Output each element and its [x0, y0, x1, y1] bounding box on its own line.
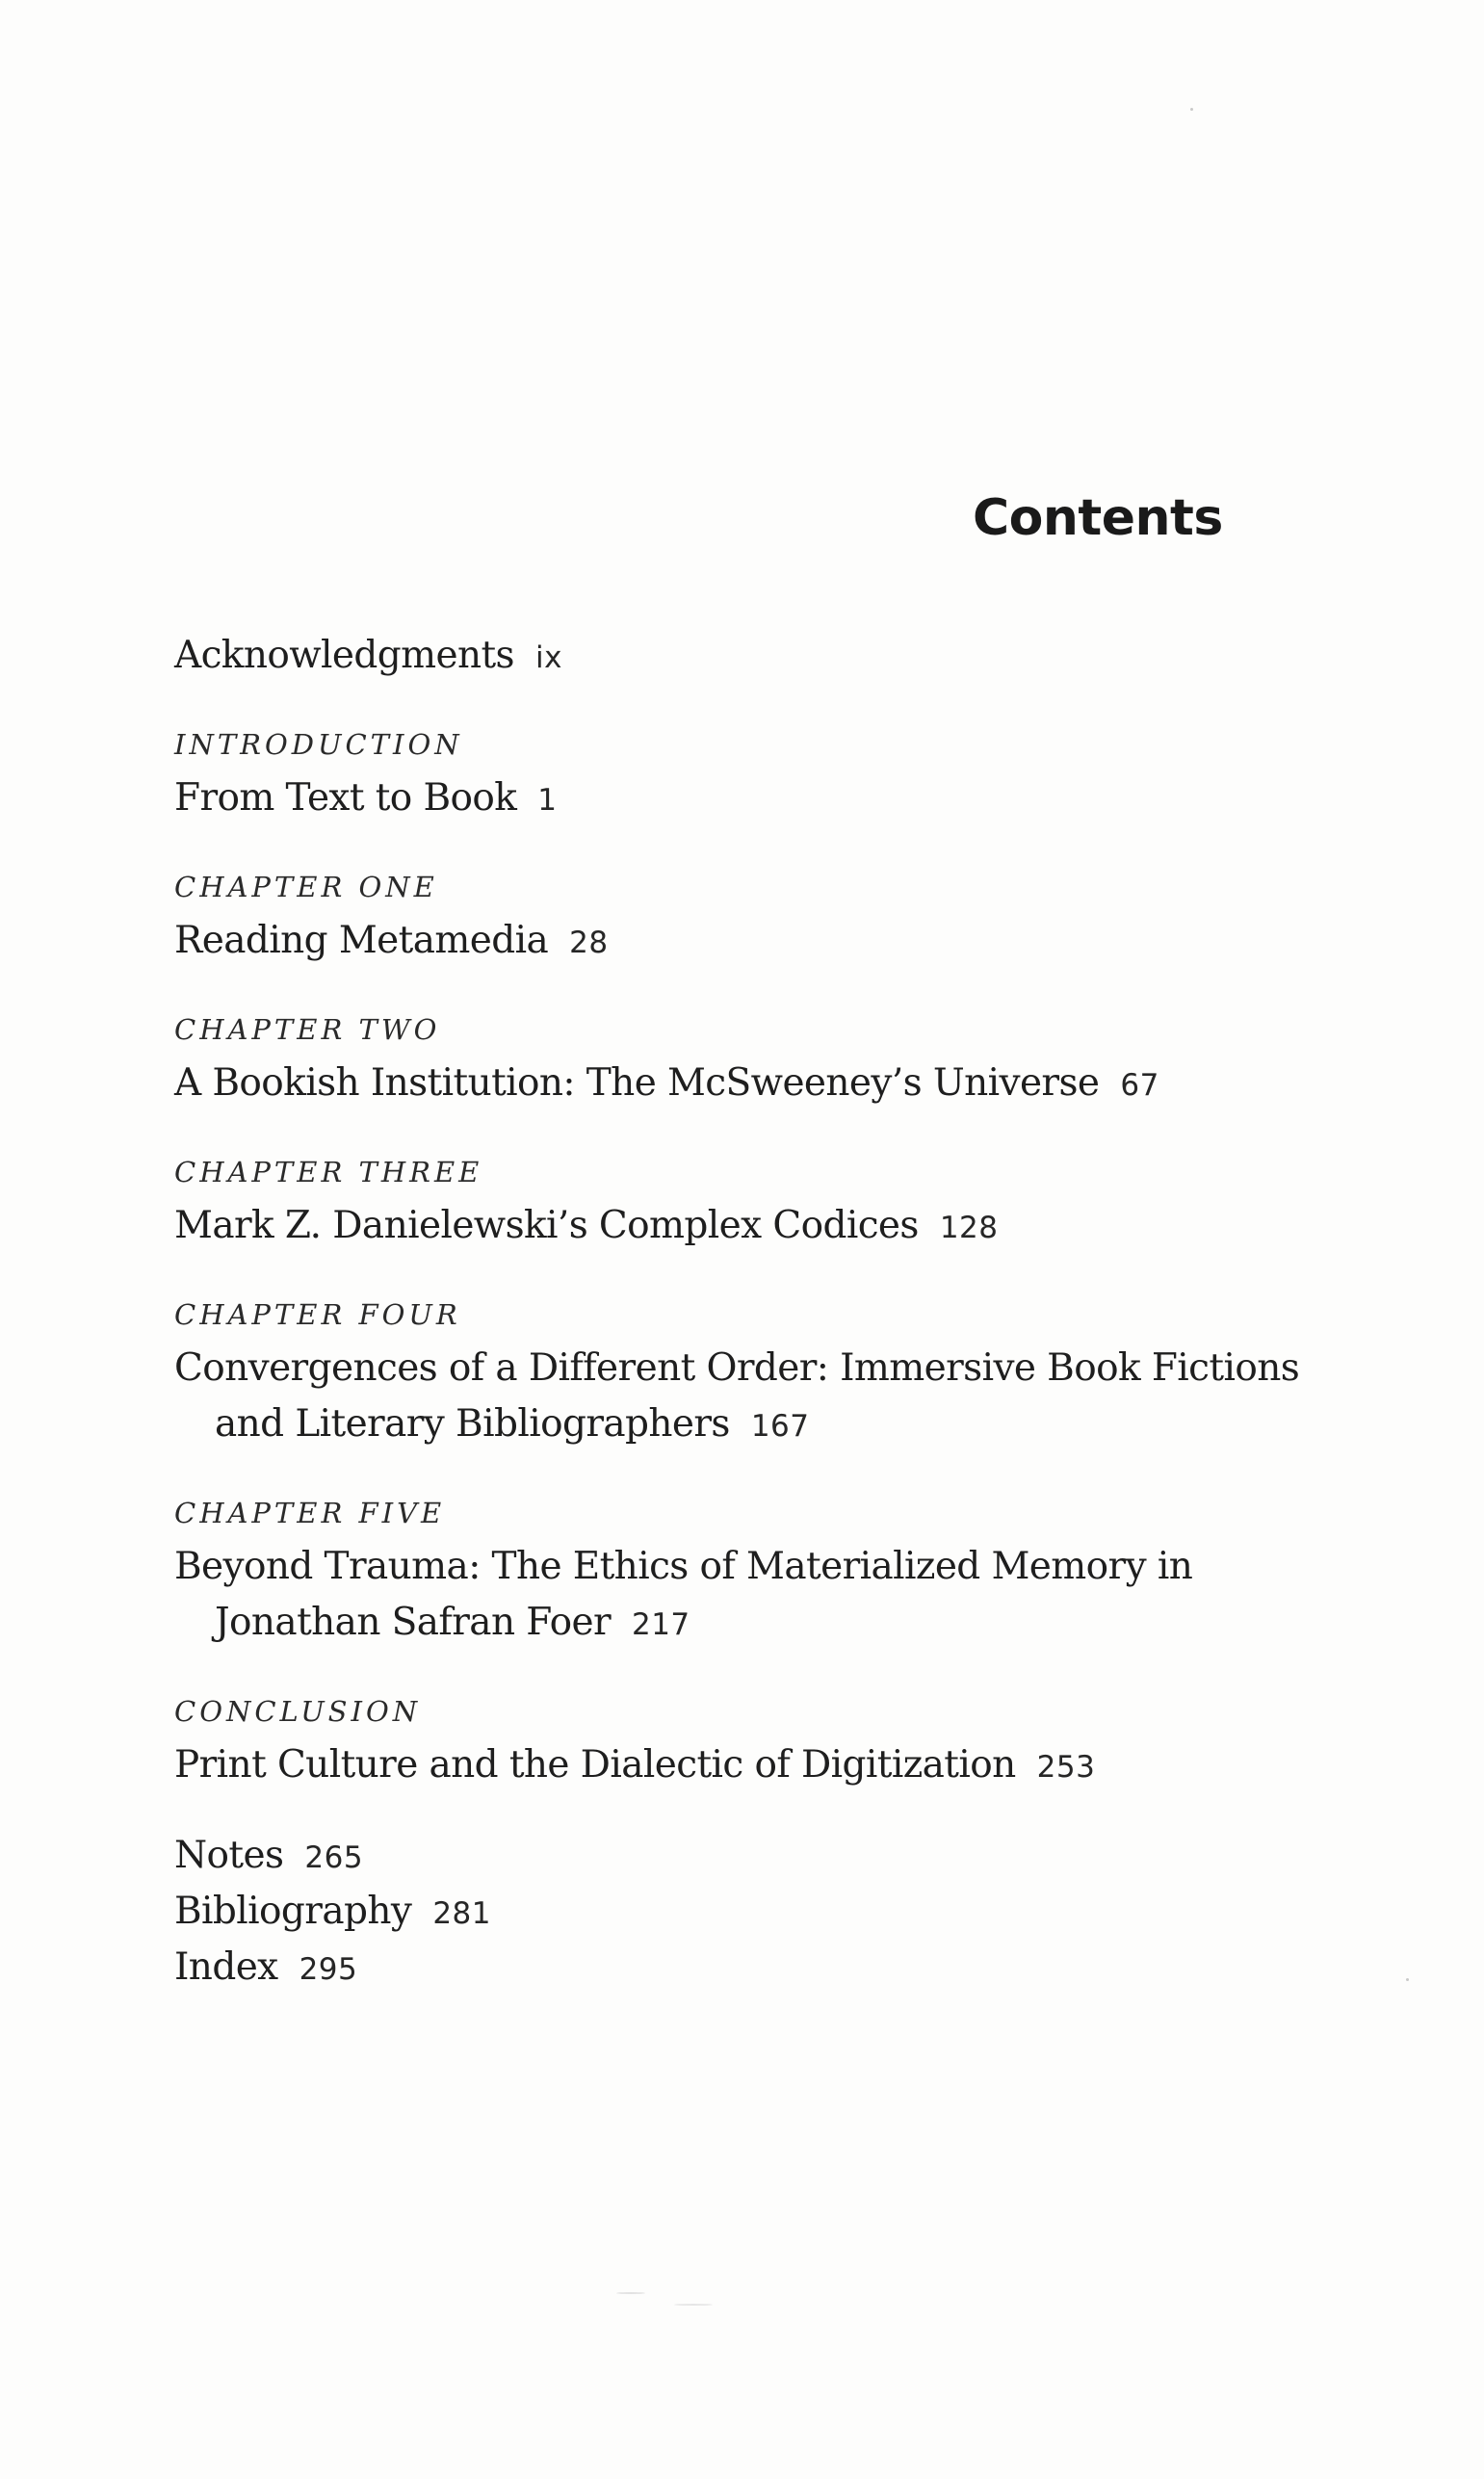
toc-entry-bibliography[interactable] [174, 1884, 491, 1942]
entry-page-number: 295 [299, 1952, 358, 1987]
section-label-chapter-one: CHAPTER ONE [174, 871, 438, 903]
entry-title-line-2: Jonathan Safran Foer [215, 1601, 611, 1644]
entry-page-number: 281 [432, 1896, 491, 1931]
entry-page-number: 253 [1036, 1750, 1096, 1785]
entry-title: Notes [174, 1834, 284, 1877]
entry-page-number: 1 [537, 783, 558, 818]
toc-entry-acknowledgments[interactable] [174, 628, 562, 686]
toc-entry-chapter-two[interactable] [174, 1056, 1159, 1113]
section-label-introduction: INTRODUCTION [174, 728, 463, 761]
entry-title: Reading Metamedia [174, 919, 549, 962]
toc-entry-chapter-five[interactable] [174, 1539, 1192, 1653]
entry-title: Print Culture and the Dialectic of Digitization [174, 1743, 1016, 1787]
toc-entry-introduction[interactable] [174, 770, 558, 828]
section-label-chapter-two: CHAPTER TWO [174, 1013, 441, 1046]
entry-title: From Text to Book [174, 776, 517, 820]
entry-page-number: 128 [939, 1211, 999, 1245]
page-title: Contents [973, 489, 1223, 547]
toc-entry-chapter-three[interactable] [174, 1198, 999, 1256]
toc-entry-conclusion[interactable] [174, 1737, 1095, 1795]
section-label-conclusion: CONCLUSION [174, 1695, 422, 1728]
entry-title: Mark Z. Danielewski’s Complex Codices [174, 1204, 919, 1247]
entry-title: A Bookish Institution: The McSweeney’s Universe [174, 1061, 1100, 1105]
entry-title: Index [174, 1945, 278, 1989]
entry-page-number: 28 [569, 926, 609, 960]
paper-speck [1406, 1978, 1409, 1981]
entry-title: Acknowledgments [174, 634, 514, 677]
toc-entry-chapter-one[interactable] [174, 913, 609, 971]
section-label-chapter-three: CHAPTER THREE [174, 1156, 483, 1188]
entry-page-number: 67 [1120, 1068, 1159, 1103]
toc-entry-notes[interactable] [174, 1828, 363, 1886]
entry-title: Bibliography [174, 1890, 412, 1933]
paper-speck [674, 2304, 713, 2306]
entry-page-number: 167 [750, 1409, 810, 1444]
section-label-chapter-five: CHAPTER FIVE [174, 1497, 446, 1529]
entry-title-line-2: and Literary Bibliographers [215, 1402, 730, 1446]
entry-page-number: ix [534, 640, 562, 675]
toc-entry-chapter-four[interactable] [174, 1341, 1299, 1454]
entry-title-line-1: Beyond Trauma: The Ethics of Materialized Memory in [174, 1545, 1193, 1588]
section-label-chapter-four: CHAPTER FOUR [174, 1298, 461, 1331]
toc-entry-index[interactable] [174, 1940, 357, 1997]
entry-page-number: 217 [631, 1607, 690, 1642]
paper-speck [1190, 108, 1193, 111]
entry-page-number: 265 [304, 1840, 364, 1875]
entry-title-line-1: Convergences of a Different Order: Immersive Book Fictions [174, 1346, 1300, 1390]
paper-speck [616, 2292, 645, 2294]
